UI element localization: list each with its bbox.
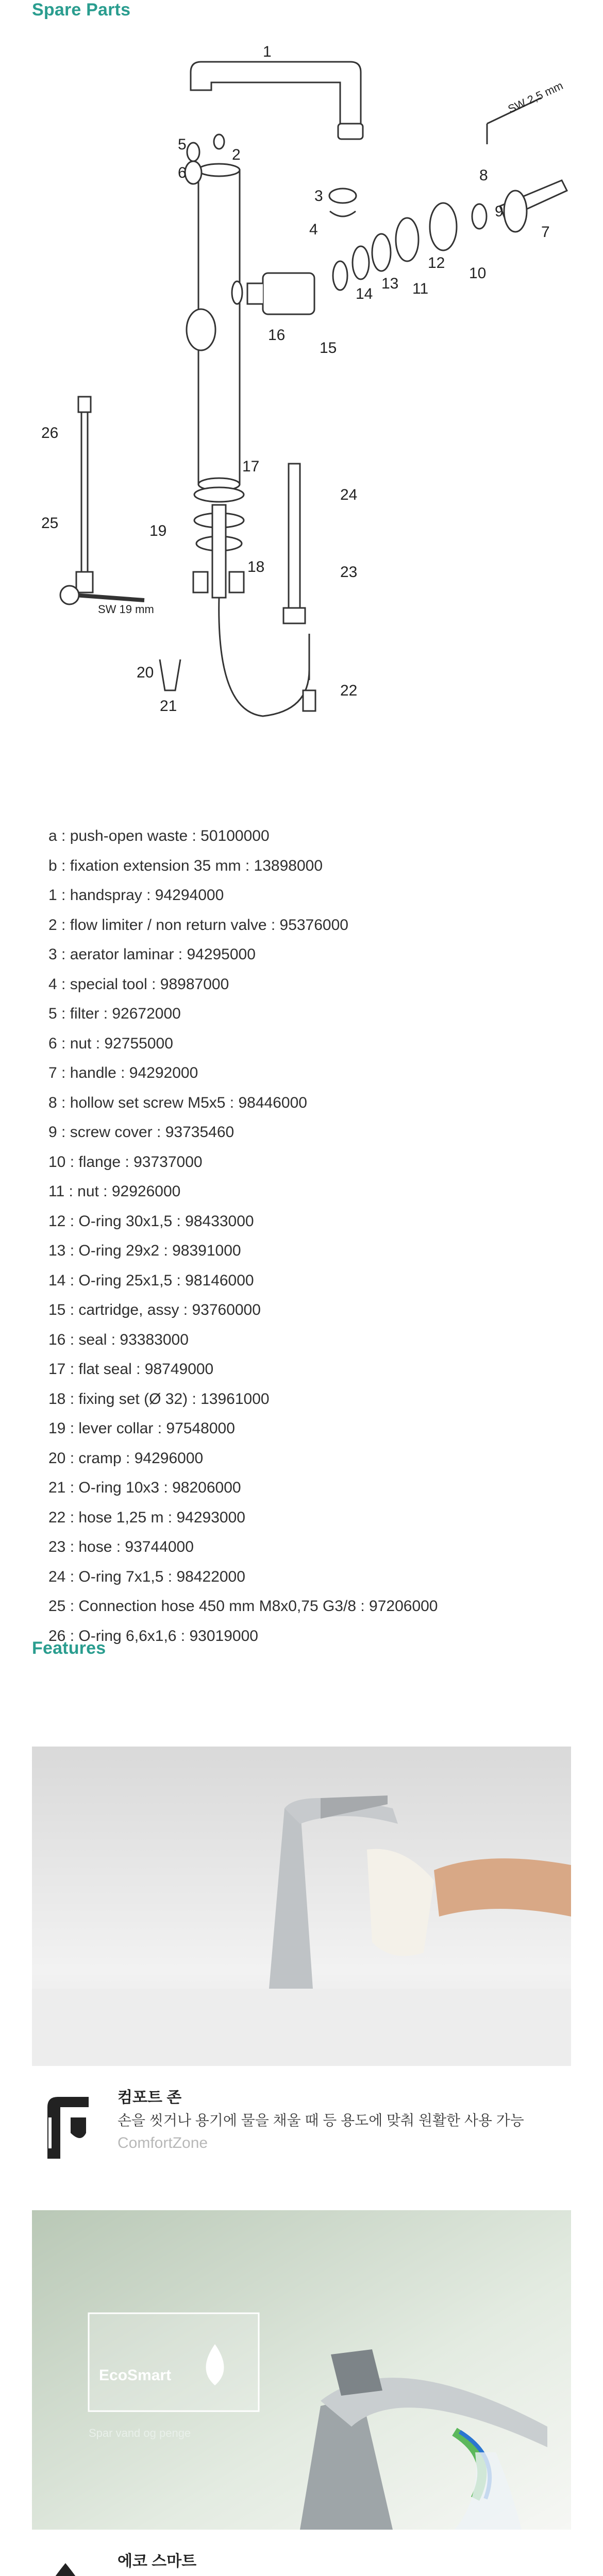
list-item: 21 : O-ring 10x3 : 98206000: [48, 1479, 241, 1496]
callout-23: 23: [340, 564, 358, 581]
callout-25: 25: [41, 515, 59, 532]
callout-14: 14: [356, 285, 373, 302]
ecosmart-icon: [32, 2550, 99, 2576]
feature-name: 에코 스마트: [118, 2553, 197, 2570]
callout-8: 8: [479, 167, 488, 184]
callout-9: 9: [495, 203, 504, 220]
spare-parts-list: [48, 821, 564, 1651]
callout-3: 3: [314, 188, 323, 205]
spare-parts-title: Spare Parts: [32, 0, 131, 20]
list-item: 2 : flow limiter / non return valve : 95376000: [48, 916, 348, 934]
list-item: 18 : fixing set (Ø 32) : 13961000: [48, 1390, 270, 1408]
callout-11: 11: [412, 280, 429, 297]
list-item: 24 : O-ring 7x1,5 : 98422000: [48, 1568, 245, 1585]
callout-6: 6: [178, 164, 187, 181]
list-item: 23 : hose : 93744000: [48, 1538, 194, 1555]
feature-comfortzone: [32, 2081, 571, 2174]
list-item: 10 : flange : 93737000: [48, 1153, 203, 1171]
callout-17: 17: [242, 458, 260, 475]
feature-subtitle: ComfortZone: [118, 2134, 208, 2151]
callout-7: 7: [541, 224, 550, 241]
list-item: 5 : filter : 92672000: [48, 1005, 181, 1022]
callout-4: 4: [309, 221, 318, 238]
callout-16: 16: [268, 327, 286, 344]
exploded-view-diagram: [21, 41, 582, 799]
ecosmart-badge-title: EcoSmart: [99, 2367, 172, 2384]
list-item: 14 : O-ring 25x1,5 : 98146000: [48, 1272, 254, 1289]
list-item: 22 : hose 1,25 m : 94293000: [48, 1509, 245, 1526]
list-item: 16 : seal : 93383000: [48, 1331, 189, 1348]
comfortzone-image: [32, 1747, 571, 2066]
list-item: 8 : hollow set screw M5x5 : 98446000: [48, 1094, 307, 1111]
callout-10: 10: [469, 265, 487, 282]
features-title: Features: [32, 1638, 106, 1658]
ecosmart-badge-subtitle: Spar vand og penge: [89, 2427, 191, 2439]
feature-desc: [118, 2573, 571, 2576]
list-item: 26 : O-ring 6,6x1,6 : 93019000: [48, 1627, 258, 1645]
callout-12: 12: [428, 255, 445, 272]
callout-15: 15: [320, 340, 337, 357]
list-item: 25 : Connection hose 450 mm M8x0,75 G3/8 : 97206000: [48, 1598, 438, 1615]
tool-label-sw25: SW 2,5 mm: [506, 79, 565, 116]
list-item: 17 : flat seal : 98749000: [48, 1361, 214, 1378]
callout-2: 2: [232, 146, 241, 163]
callout-20: 20: [137, 664, 154, 681]
feature-desc: 손을 씻거나 용기에 물을 채울 때 등 용도에 맞춰 원활한 사용 가능: [118, 2112, 524, 2128]
tool-label-sw19: SW 19 mm: [98, 603, 154, 616]
list-item: 11 : nut : 92926000: [48, 1183, 181, 1200]
callout-1: 1: [263, 43, 272, 60]
list-item: 12 : O-ring 30x1,5 : 98433000: [48, 1212, 254, 1230]
list-item: 19 : lever collar : 97548000: [48, 1420, 235, 1437]
list-item: 3 : aerator laminar : 94295000: [48, 946, 256, 963]
list-item: 4 : special tool : 98987000: [48, 975, 229, 993]
callout-5: 5: [178, 136, 187, 153]
callout-26: 26: [41, 425, 59, 442]
list-item: 7 : handle : 94292000: [48, 1064, 198, 1081]
list-item: 13 : O-ring 29x2 : 98391000: [48, 1242, 241, 1259]
feature-ecosmart: [32, 2545, 571, 2576]
comfortzone-icon: [32, 2087, 99, 2164]
list-item: 15 : cartridge, assy : 93760000: [48, 1301, 261, 1318]
ecosmart-image: [32, 2210, 571, 2530]
callout-22: 22: [340, 682, 358, 699]
list-item: 9 : screw cover : 93735460: [48, 1124, 234, 1141]
list-item: 1 : handspray : 94294000: [48, 887, 224, 904]
callout-13: 13: [381, 275, 399, 292]
callout-19: 19: [149, 522, 167, 539]
callout-21: 21: [160, 698, 177, 715]
list-item: 6 : nut : 92755000: [48, 1035, 173, 1052]
list-item: b : fixation extension 35 mm : 13898000: [48, 857, 323, 874]
list-item: 20 : cramp : 94296000: [48, 1449, 204, 1467]
feature-name: 컴포트 존: [118, 2089, 182, 2106]
list-item: a : push-open waste : 50100000: [48, 827, 270, 844]
callout-24: 24: [340, 486, 358, 503]
callout-18: 18: [247, 558, 265, 575]
